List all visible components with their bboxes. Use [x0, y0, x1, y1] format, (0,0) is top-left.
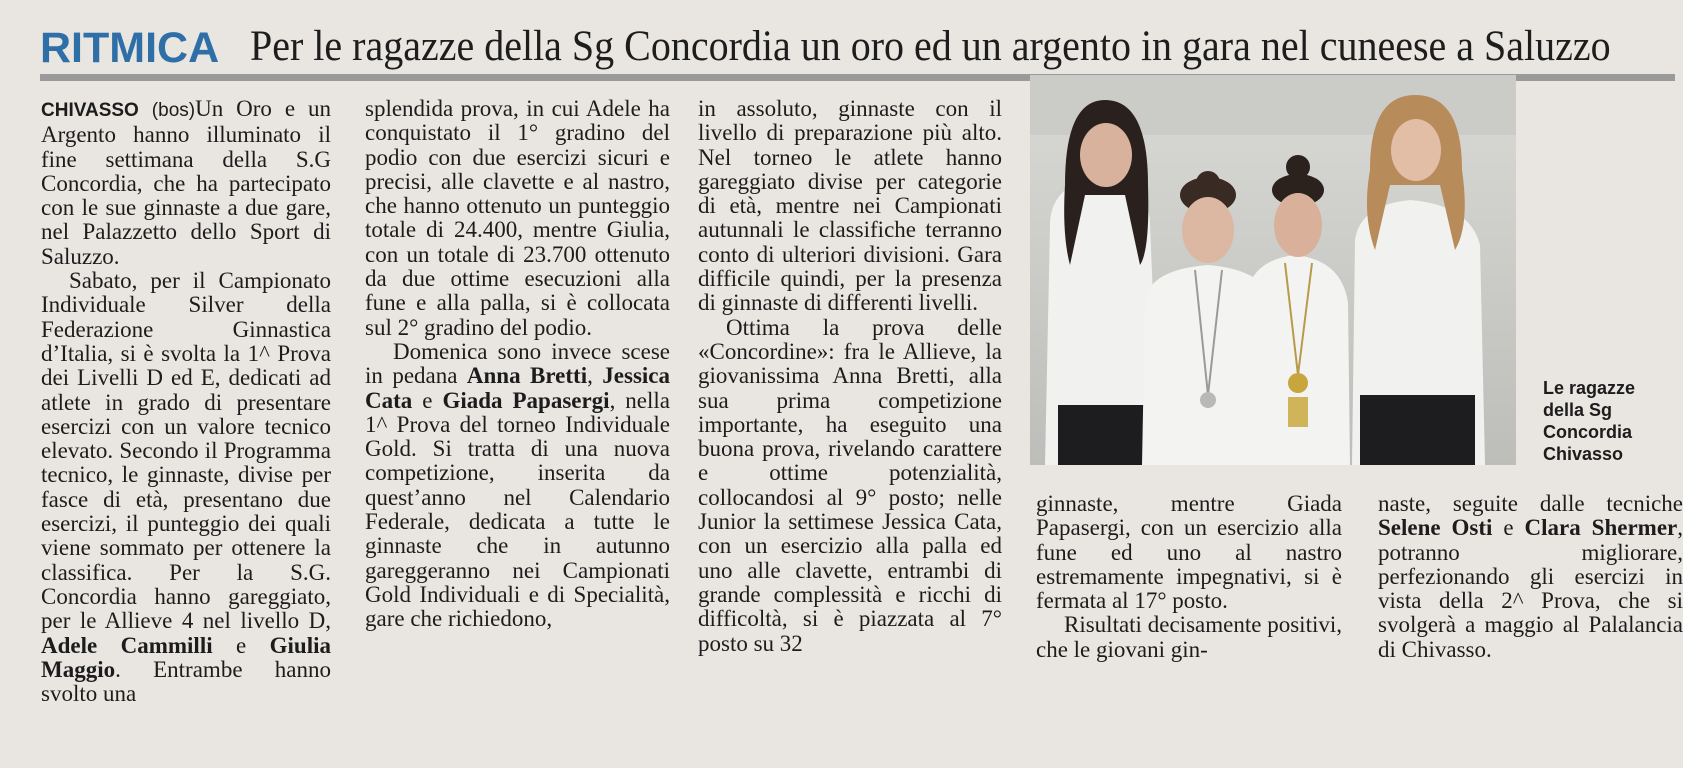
body-text: Sabato, per il Campionato Individuale Silver della Federazione Ginnastica d’Italia, si è svolta la 1^ Prova dei Livelli D ed E, dedicati ad atlete in grado di presentare esercizi con un valore tecnico elevato. Secondo il Programma tecnico, le ginnaste, divise per fasce di età, presentano due esercizi, il punteggio dei quali viene sommato per ottenere la classifica. Per la S.G. Concordia hanno gareggiato, per le Allieve 4 nel livello D, — [41, 268, 331, 634]
dateline: CHIVASSO — [41, 100, 139, 121]
paragraph — [365, 97, 670, 340]
body-text: , potranno migliorare, perfezionando gli esercizi in vista della 2^ Prova, che si svolgerà a maggio al Palalancia di Chivasso. — [1378, 515, 1683, 662]
paragraph — [1036, 492, 1342, 613]
paragraph — [1378, 492, 1683, 662]
athlete-name: Giada Papasergi — [442, 387, 610, 413]
paragraph — [1036, 613, 1342, 662]
article-column-3 — [698, 97, 1002, 656]
body-text: Un Oro e un Argento hanno illuminato il fine settimana della S.G Concordia, che ha partecipato con le sue ginnaste a due gare, nel Palazzetto dello Sport di Saluzzo. — [41, 96, 332, 269]
article-column-2 — [365, 97, 670, 632]
athlete-name: Giulia Maggio — [41, 632, 331, 682]
article-column-5 — [1378, 492, 1683, 662]
body-text: ginnaste, mentre Giada Papasergi, con un esercizio alla fune ed uno al nastro estremamente impegnativi, si è fermata al 17° posto. — [1036, 491, 1342, 614]
paragraph — [365, 340, 670, 632]
section-label: RITMICA — [40, 24, 220, 72]
paragraph — [41, 269, 331, 706]
coach-name: Clara Shermer — [1524, 515, 1678, 541]
article-column-4 — [1036, 492, 1342, 662]
coach-name: Selene Osti — [1378, 515, 1493, 541]
body-text: Domenica sono invece scese in pedana — [365, 338, 670, 389]
body-text: Ottima la prova delle «Concordine»: fra le Allieve, la giovanissima Anna Bretti, alla sua prima competizione importante, ha eseguito una buona prova, rivelando carattere e ottime potenzialità, collocandosi al 9° posto; nelle Junior la settimese Jessica Cata, con un esercizio alla palla ed uno alle clavette, entrambi di grande complessità e ricchi di difficoltà, si è piazzata al 7° posto su 32 — [698, 314, 1002, 656]
article-column-1 — [41, 97, 331, 706]
paragraph — [698, 316, 1002, 656]
source-tag: (bos) — [151, 100, 196, 121]
body-text: e — [1492, 515, 1525, 541]
body-text: e — [412, 387, 443, 413]
body-text: e — [212, 632, 270, 658]
body-text: Risultati decisamente positivi, che le giovani gin- — [1036, 612, 1342, 662]
athlete-name: Adele Cammilli — [41, 632, 213, 658]
team-photo — [1030, 75, 1516, 465]
photo-caption: Le ragazze della Sg Concordia Chivasso — [1543, 378, 1636, 464]
body-text: . Entrambe hanno svolto una — [41, 656, 331, 707]
paragraph — [41, 97, 331, 269]
body-text: , — [587, 363, 603, 389]
article-header — [40, 20, 1675, 78]
body-text: , nella 1^ Prova del torneo Individuale Gold. Si tratta di una nuova competizione, inserita da quest’anno nel Calendario Federale, dedicata a tutte le ginnaste che in autunno gareggeranno nei Campionati Gold Individuali e di Specialità, gare che richiedono, — [365, 387, 670, 632]
athlete-name: Anna Bretti — [466, 363, 588, 389]
body-text: naste, seguite dalle tecniche — [1378, 491, 1683, 516]
body-text: splendida prova, in cui Adele ha conquistato il 1° gradino del podio con due esercizi sicuri e precisi, alle clavette e al nastro, che hanno ottenuto un punteggio totale di 24.400, mentre Giulia, con un totale di 23.700 ottenuto da due ottime esecuzioni alla fune e alla palla, si è collocata sul 2° gradino del podio. — [365, 96, 670, 340]
headline: Per le ragazze della Sg Concordia un oro ed un argento in gara nel cuneese a Saluzzo — [250, 23, 1611, 70]
athlete-name: Jessica Cata — [365, 363, 671, 413]
body-text: in assoluto, ginnaste con il livello di preparazione più alto. Nel torneo le atlete hanno gareggiato divise per categorie di età, mentre nei Campionati autunnali le classifiche terranno conto di ulteriori divisioni. Gara difficile quindi, per la presenza di ginnaste di differenti livelli. — [698, 96, 1002, 316]
paragraph — [698, 97, 1002, 316]
photo-illustration — [1030, 75, 1516, 465]
